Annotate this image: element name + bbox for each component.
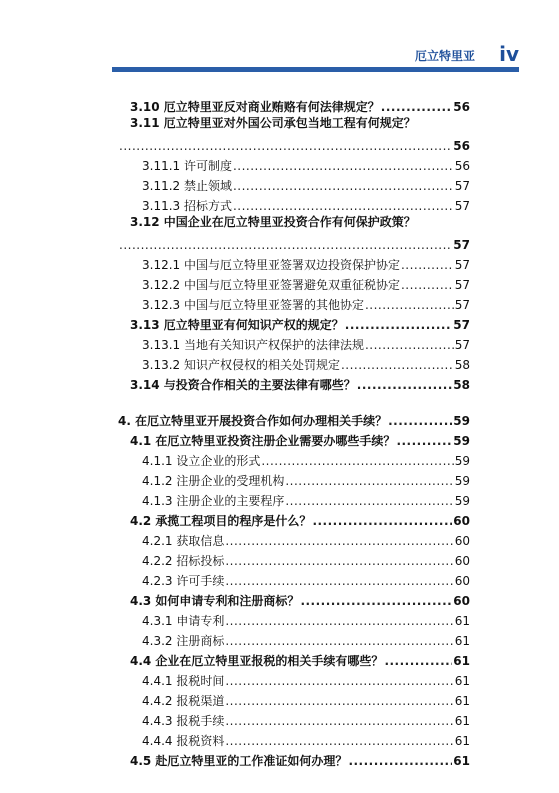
toc-entry-label[interactable]: 3.11 厄立特里亚对外国公司承包当地工程有何规定？ <box>130 116 416 130</box>
toc-entry[interactable] <box>118 669 470 689</box>
toc-page-number: 56 <box>453 100 470 114</box>
toc-entry[interactable] <box>118 194 470 214</box>
toc-entry-label: 4.4.2 报税渠道 <box>142 694 225 708</box>
toc-page-number: 57 <box>454 199 470 213</box>
dot-leader <box>357 377 453 393</box>
toc-page-number: 60 <box>453 594 470 608</box>
toc-entry-label[interactable]: 3.12 中国企业在厄立特里亚投资合作有何保护政策？ <box>130 215 416 229</box>
toc-page-number: 61 <box>454 634 470 648</box>
dot-leader <box>233 178 454 194</box>
toc-page-number: 56 <box>453 139 470 153</box>
toc-entry[interactable] <box>118 549 470 569</box>
dot-leader <box>225 573 453 589</box>
dot-leader <box>119 138 452 154</box>
toc-entry-label: 4.1.1 设立企业的形式 <box>142 454 261 468</box>
toc-page-number: 58 <box>453 378 470 392</box>
dot-leader <box>225 713 453 729</box>
toc-page-number: 59 <box>454 494 470 508</box>
toc-entry[interactable] <box>118 253 470 273</box>
toc-entry-label: 3.13.2 知识产权侵权的相关处罚规定 <box>142 358 340 372</box>
toc-entry-label: 3.12.1 中国与厄立特里亚签署双边投资保护协定 <box>142 258 400 272</box>
toc-entry[interactable] <box>118 709 470 729</box>
toc-page-number: 57 <box>454 179 470 193</box>
dot-leader <box>384 653 452 669</box>
toc-entry-leader[interactable] <box>118 233 470 253</box>
toc-entry[interactable] <box>118 373 470 393</box>
toc-entry[interactable] <box>118 95 470 115</box>
toc-entry-label: 4.2.2 招标投标 <box>142 554 225 568</box>
toc-entry-label: 4.3.2 注册商标 <box>142 634 225 648</box>
dot-leader <box>381 99 453 115</box>
toc-page-number: 57 <box>453 318 470 332</box>
toc-page-number: 57 <box>454 278 470 292</box>
toc-page-number: 59 <box>453 414 470 428</box>
dot-leader <box>233 158 454 174</box>
dot-leader <box>401 277 454 293</box>
toc-entry[interactable] <box>118 649 470 669</box>
toc-page-number: 60 <box>453 514 470 528</box>
page-header <box>0 0 559 75</box>
toc-entry-label: 3.10 厄立特里亚反对商业贿赂有何法律规定？ <box>130 100 380 114</box>
dot-leader <box>388 413 452 429</box>
toc-page-number: 59 <box>453 434 470 448</box>
toc-entry[interactable] <box>118 689 470 709</box>
toc-entry-label: 4.3 如何申请专利和注册商标？ <box>130 594 300 608</box>
toc-entry-label: 3.14 与投资合作相关的主要法律有哪些？ <box>130 378 356 392</box>
toc-entry[interactable] <box>118 569 470 589</box>
table-of-contents <box>118 95 470 769</box>
toc-entry[interactable] <box>118 273 470 293</box>
dot-leader <box>341 357 454 373</box>
toc-entry[interactable] <box>118 333 470 353</box>
toc-entry[interactable] <box>118 489 470 509</box>
dot-leader <box>225 553 453 569</box>
toc-entry-label: 4.1.2 注册企业的受理机构 <box>142 474 285 488</box>
toc-entry[interactable] <box>118 154 470 174</box>
dot-leader <box>348 753 452 769</box>
toc-entry-label: 4.5 赴厄立特里亚的工作准证如何办理？ <box>130 754 348 768</box>
toc-page-number: 61 <box>454 614 470 628</box>
toc-entry[interactable] <box>118 589 470 609</box>
toc-entry[interactable] <box>118 429 470 449</box>
toc-entry-label: 3.12.3 中国与厄立特里亚签署的其他协定 <box>142 298 364 312</box>
toc-entry[interactable] <box>118 529 470 549</box>
toc-entry[interactable] <box>118 353 470 373</box>
toc-page-number: 61 <box>454 714 470 728</box>
toc-entry[interactable] <box>118 313 470 333</box>
toc-page-number: 57 <box>454 298 470 312</box>
toc-entry-label: 4.4.1 报税时间 <box>142 674 225 688</box>
toc-entry[interactable] <box>118 609 470 629</box>
toc-page-number: 56 <box>454 159 470 173</box>
toc-entry[interactable] <box>118 629 470 649</box>
toc-entry-label: 4.4.3 报税手续 <box>142 714 225 728</box>
running-header-title: 厄立特里亚 <box>414 49 475 63</box>
dot-leader <box>225 673 453 689</box>
page-number: iv <box>499 42 519 66</box>
section-gap <box>118 393 470 409</box>
toc-entry-label: 4.1 在厄立特里亚投资注册企业需要办哪些手续？ <box>130 434 396 448</box>
toc-entry-label: 3.13 厄立特里亚有何知识产权的规定？ <box>130 318 344 332</box>
dot-leader <box>225 533 453 549</box>
dot-leader <box>345 317 453 333</box>
toc-entry[interactable] <box>118 174 470 194</box>
toc-page-number: 61 <box>454 674 470 688</box>
dot-leader <box>401 257 454 273</box>
toc-entry[interactable] <box>118 449 470 469</box>
dot-leader <box>225 693 453 709</box>
toc-entry-label: 3.11.3 招标方式 <box>142 199 232 213</box>
toc-entry-label: 4.2 承揽工程项目的程序是什么？ <box>130 514 312 528</box>
toc-entry-label: 4.2.1 获取信息 <box>142 534 225 548</box>
toc-entry[interactable] <box>118 729 470 749</box>
toc-page-number: 58 <box>454 358 470 372</box>
dot-leader <box>233 198 454 214</box>
toc-page-number: 59 <box>454 474 470 488</box>
toc-entry[interactable] <box>118 293 470 313</box>
toc-entry[interactable] <box>118 409 470 429</box>
dot-leader <box>285 473 453 489</box>
toc-page-number: 61 <box>454 734 470 748</box>
toc-page-number: 61 <box>453 754 470 768</box>
dot-leader <box>300 593 452 609</box>
toc-entry-label: 3.12.2 中国与厄立特里亚签署避免双重征税协定 <box>142 278 400 292</box>
toc-page-number: 60 <box>454 534 470 548</box>
toc-page-number: 57 <box>454 258 470 272</box>
toc-page-number: 57 <box>453 238 470 252</box>
toc-entry-label: 4. 在厄立特里亚开展投资合作如何办理相关手续？ <box>118 414 388 428</box>
toc-page-number: 59 <box>454 454 470 468</box>
toc-entry[interactable] <box>118 749 470 769</box>
toc-entry-label: 3.11.2 禁止领域 <box>142 179 232 193</box>
toc-page-number: 60 <box>454 554 470 568</box>
dot-leader <box>285 493 453 509</box>
toc-entry-label: 4.2.3 许可手续 <box>142 574 225 588</box>
toc-entry-label: 4.1.3 注册企业的主要程序 <box>142 494 285 508</box>
toc-entry-label: 4.4 企业在厄立特里亚报税的相关手续有哪些？ <box>130 654 384 668</box>
dot-leader <box>396 433 452 449</box>
toc-page-number: 61 <box>454 694 470 708</box>
toc-entry-label: 3.13.1 当地有关知识产权保护的法律法规 <box>142 338 364 352</box>
toc-entry[interactable] <box>118 509 470 529</box>
header-rule <box>112 67 519 72</box>
dot-leader <box>312 513 452 529</box>
dot-leader <box>261 453 453 469</box>
dot-leader <box>365 297 454 313</box>
toc-entry-label: 4.3.1 申请专利 <box>142 614 225 628</box>
toc-entry-label: 3.11.1 许可制度 <box>142 159 232 173</box>
dot-leader <box>225 613 453 629</box>
toc-page-number: 61 <box>453 654 470 668</box>
dot-leader <box>365 337 454 353</box>
toc-entry-leader[interactable] <box>118 134 470 154</box>
dot-leader <box>225 733 453 749</box>
toc-page-number: 60 <box>454 574 470 588</box>
toc-entry-label: 4.4.4 报税资料 <box>142 734 225 748</box>
toc-page-number: 57 <box>454 338 470 352</box>
dot-leader <box>225 633 453 649</box>
toc-entry[interactable] <box>118 469 470 489</box>
dot-leader <box>119 237 452 253</box>
